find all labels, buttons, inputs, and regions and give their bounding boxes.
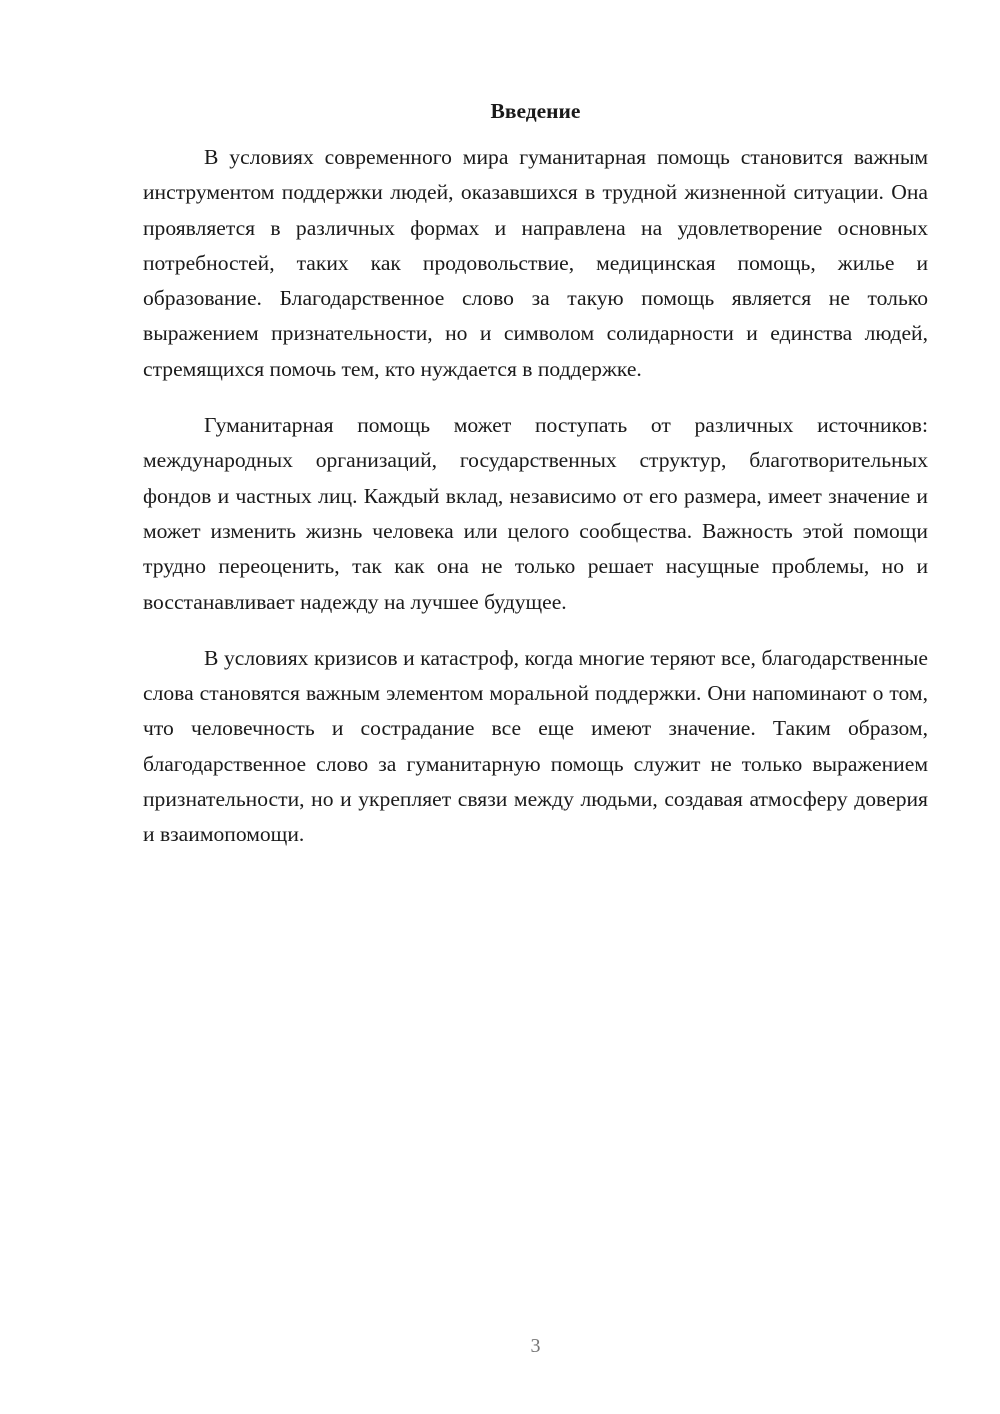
paragraph-3: В условиях кризисов и катастроф, когда многие теряют все, благодарственные слова становятся важным элементом моральной поддержки. Они напоминают о том, что человечность и сострадание все еще имеют значение. Таким образом, благодарственное слово за гуманитарную помощь служит не только выражением признательности, но и укрепляет связи между людьми, создавая атмосферу доверия и взаимопомощи. <box>143 645 928 847</box>
paragraph-1: В условиях современного мира гуманитарная помощь становится важным инструментом поддержки людей, оказавшихся в трудной жизненной ситуации. Она проявляется в различных формах и направлена на удовлетворение основных потребностей, таких как продовольствие, медицинская помощь, жилье и образование. Благодарственное слово за такую помощь является не только выражением признательности, но и символом солидарности и единства людей, стремящихся помочь тем, кто нуждается в поддержке. <box>143 145 928 381</box>
page-content <box>143 96 928 874</box>
page-number: 3 <box>530 1335 541 1357</box>
section-heading: Введение <box>490 99 581 123</box>
paragraph-2: Гуманитарная помощь может поступать от различных источников: международных организаций, государственных структур, благотворительных фондов и частных лиц. Каждый вклад, независимо от его размера, имеет значение и может изменить жизнь человека или целого сообщества. Важность этой помощи трудно переоценить, так как она не только решает насущные проблемы, но и восстанавливает надежду на лучшее будущее. <box>143 413 928 614</box>
